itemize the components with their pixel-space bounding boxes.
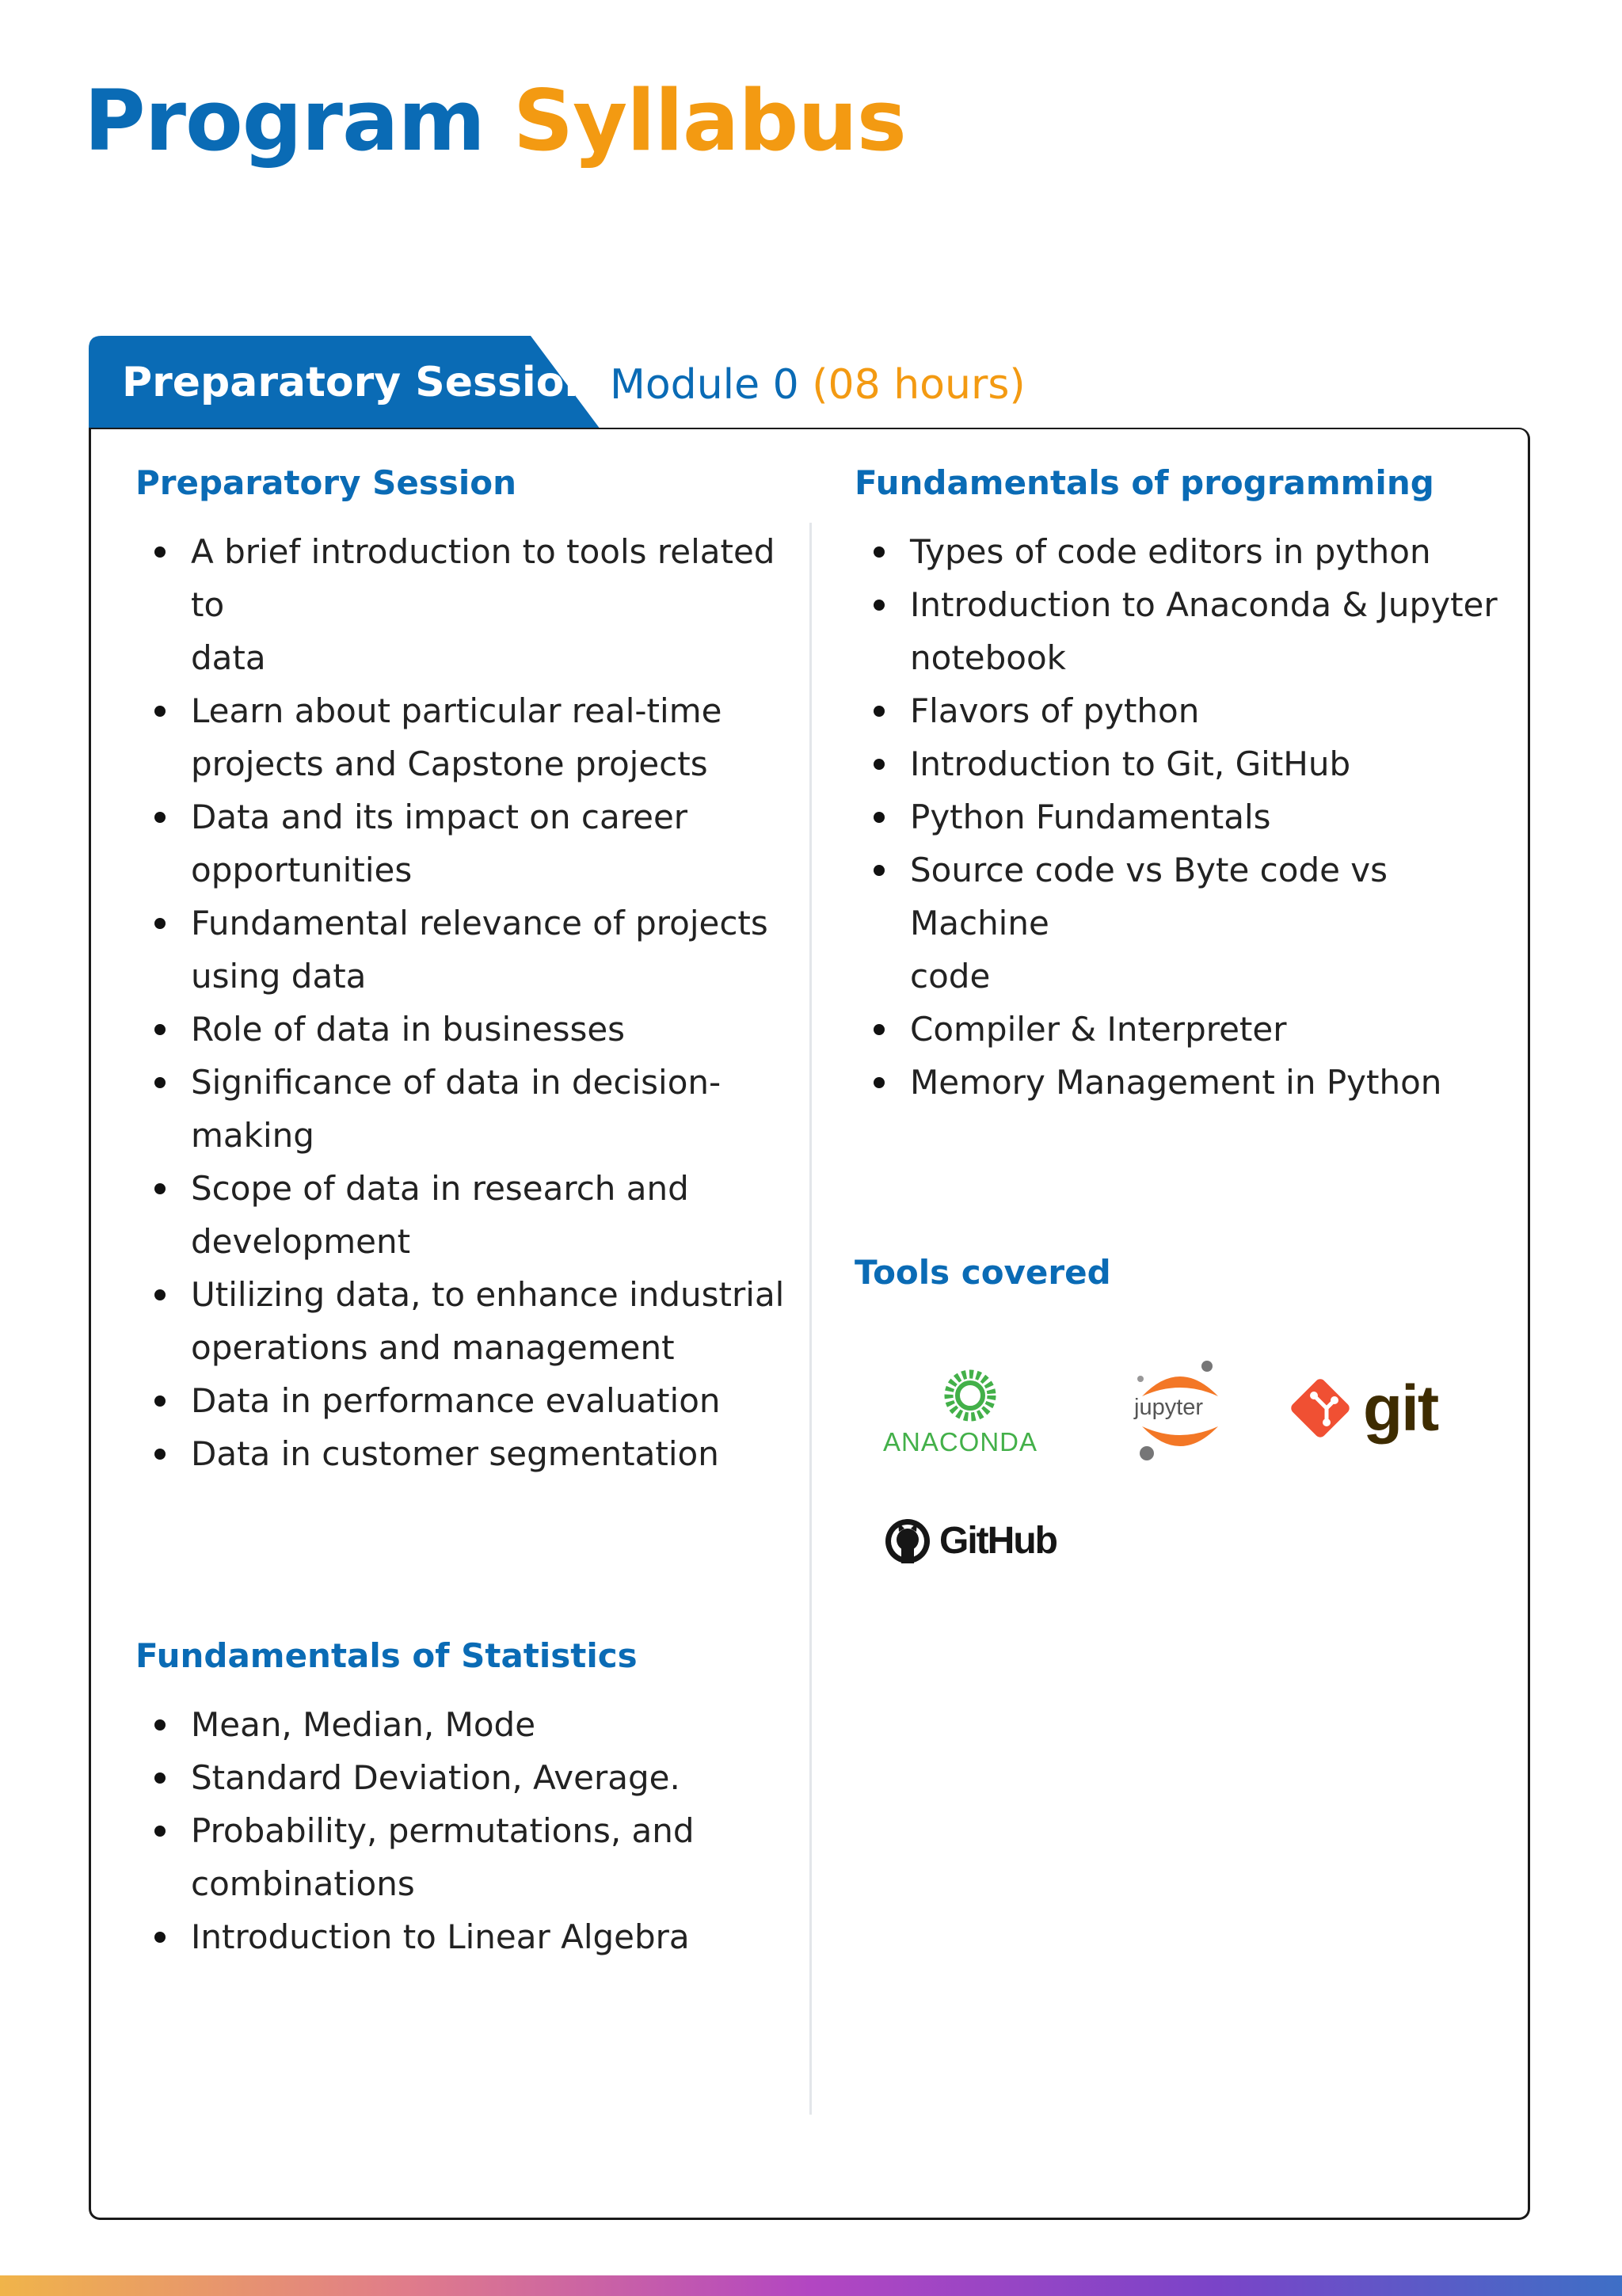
title-program: Program — [84, 72, 485, 169]
github-wordmark: GitHub — [939, 1520, 1057, 1562]
list-item-text: Types of code editors in python — [910, 532, 1431, 571]
list-item-text: Mean, Median, Mode — [191, 1705, 536, 1744]
section-heading-preparatory: Preparatory Session — [135, 463, 516, 502]
list-item — [135, 1003, 793, 1056]
list-item-text: data — [191, 638, 266, 677]
module-name: Module 0 — [610, 361, 799, 409]
section-heading-statistics: Fundamentals of Statistics — [135, 1636, 638, 1675]
list-item-text: Flavors of python — [910, 691, 1200, 730]
jupyter-wordmark: jupyter — [1134, 1395, 1204, 1420]
list-item-text: Data and its impact on career — [191, 798, 688, 836]
list-item-text: Introduction to Git, GitHub — [910, 744, 1351, 783]
list-item-text: opportunities — [191, 851, 413, 889]
anaconda-logo — [879, 1362, 1061, 1465]
tab-label: Preparatory Session — [122, 359, 594, 406]
list-item-text: notebook — [910, 638, 1066, 677]
list-item-text: Python Fundamentals — [910, 798, 1271, 836]
page-title — [84, 70, 906, 173]
list-item-text: Data in customer segmentation — [191, 1434, 719, 1473]
list-item — [135, 1374, 793, 1427]
list-item-text: using data — [191, 957, 367, 996]
section-heading-tools: Tools covered — [855, 1253, 1111, 1292]
jupyter-logo — [1125, 1350, 1236, 1469]
list-item — [135, 684, 793, 790]
github-logo — [879, 1505, 1077, 1576]
list-item — [855, 525, 1512, 578]
list-item — [135, 1056, 793, 1162]
list-item — [135, 1751, 793, 1804]
list-item-text: Scope of data in research and — [191, 1169, 689, 1208]
list-item — [135, 525, 793, 684]
list-item-text: operations and management — [191, 1328, 675, 1367]
title-syllabus: Syllabus — [512, 72, 906, 169]
list-item — [855, 843, 1512, 1003]
git-wordmark: git — [1363, 1373, 1438, 1445]
list-item-text: Source code vs Byte code vs Machine — [910, 851, 1388, 942]
list-item-text: Role of data in businesses — [191, 1010, 626, 1049]
bottom-gradient-bar — [0, 2275, 1622, 2296]
module-hours: (08 hours) — [812, 361, 1026, 409]
list-item-text: A brief introduction to tools related to — [191, 532, 775, 624]
list-item-text: development — [191, 1222, 411, 1261]
list-item — [135, 1910, 793, 1963]
list-item-text: projects and Capstone projects — [191, 744, 708, 783]
module-label — [610, 353, 1026, 417]
list-item — [135, 1698, 793, 1751]
list-item — [855, 1056, 1512, 1109]
list-item-text: Introduction to Anaconda & Jupyter — [910, 585, 1498, 624]
list-item — [135, 897, 793, 1003]
list-item — [135, 1427, 793, 1480]
section-heading-programming: Fundamentals of programming — [855, 463, 1434, 502]
list-item-text: Utilizing data, to enhance industrial — [191, 1275, 785, 1314]
list-item — [135, 1804, 793, 1910]
list-item-text: Significance of data in decision- — [191, 1063, 722, 1102]
statistics-list — [135, 1698, 793, 1963]
list-item-text: Fundamental relevance of projects — [191, 904, 768, 942]
list-item — [855, 684, 1512, 737]
list-item-text: Memory Management in Python — [910, 1063, 1442, 1102]
list-item-text: Learn about particular real-time — [191, 691, 722, 730]
list-item-text: making — [191, 1116, 314, 1155]
list-item — [855, 790, 1512, 843]
list-item-text: Introduction to Linear Algebra — [191, 1917, 690, 1956]
list-item-text: Data in performance evaluation — [191, 1381, 721, 1420]
github-octocat-icon — [879, 1505, 935, 1576]
column-divider — [809, 523, 812, 2115]
list-item — [855, 737, 1512, 790]
list-item — [135, 1162, 793, 1268]
list-item — [135, 790, 793, 897]
git-logo — [1287, 1369, 1445, 1448]
list-item-text: code — [910, 957, 991, 996]
list-item — [135, 1268, 793, 1374]
list-item — [855, 1003, 1512, 1056]
preparatory-session-tab — [89, 336, 600, 429]
list-item — [855, 578, 1512, 684]
list-item-text: Probability, permutations, and — [191, 1811, 695, 1850]
list-item-text: combinations — [191, 1864, 415, 1903]
list-item-text: Compiler & Interpreter — [910, 1010, 1287, 1049]
anaconda-wordmark: ANACONDA — [883, 1427, 1038, 1456]
preparatory-list — [135, 525, 793, 1480]
list-item-text: Standard Deviation, Average. — [191, 1758, 680, 1797]
programming-list — [855, 525, 1512, 1109]
